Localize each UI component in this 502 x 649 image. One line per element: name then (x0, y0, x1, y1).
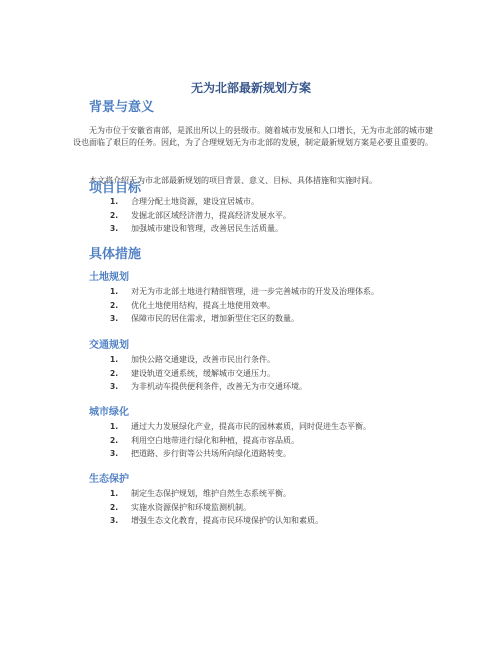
goals-list (0, 195, 502, 236)
list-item: 1. 合理分配土地资源，建设宜居城市。 (110, 197, 259, 206)
urban-greening-list (0, 420, 502, 461)
heading-measures: 具体措施 (89, 247, 142, 262)
list-item: 1. 制定生态保护规划，维护自然生态系统平衡。 (110, 489, 291, 498)
list-item: 1. 通过大力发展绿化产业，提高市民的园林素质，同时促进生态平衡。 (110, 422, 371, 431)
list-item: 3. 增强生态文化教育，提高市民环境保护的认知和素质。 (110, 516, 323, 525)
heading-urban-greening: 城市绿化 (89, 407, 129, 418)
list-item: 3. 把道路、步行街等公共场所向绿化道路转变。 (110, 449, 291, 458)
heading-ecological-protection: 生态保护 (89, 474, 129, 485)
ecological-protection-list (0, 487, 502, 528)
list-item: 1. 加快公路交通建设，改善市民出行条件。 (110, 355, 275, 364)
background-paragraph-1: 无为市位于安徽省南部，是派出所以上的县级市。随着城市发展和人口增长，无为市北部的城市建设也面临了艰巨的任务。因此，为了合理规划无为市北部的发展，制定最新规划方案是必要且重要的。 (73, 126, 433, 147)
list-item: 3. 保障市民的居住需求，增加新型住宅区的数量。 (110, 314, 299, 323)
transport-planning-list (0, 353, 502, 394)
list-item: 2. 利用空白地带进行绿化和种植，提高市容品质。 (110, 435, 299, 445)
list-item: 2. 发掘北部区域经济潜力，提高经济发展水平。 (110, 210, 291, 220)
background-paragraph-2: 本文将介绍无为市北部最新规划的项目背景、意义、目标、具体措施和实施时间。 (89, 176, 377, 185)
heading-background: 背景与意义 (89, 100, 155, 115)
list-item: 3. 加强城市建设和管理，改善居民生活质量。 (110, 224, 283, 233)
land-planning-list (0, 285, 502, 326)
document-title: 无为北部最新规划方案 (190, 81, 311, 95)
list-item: 2. 建设轨道交通系统，缓解城市交通压力。 (110, 368, 275, 378)
list-item: 2. 优化土地使用结构，提高土地使用效率。 (110, 300, 275, 310)
list-item: 2. 实施水资源保护和环境监测机制。 (110, 502, 251, 512)
heading-land-planning: 土地规划 (89, 272, 129, 283)
list-item: 1. 对无为市北部土地进行精细管理，进一步完善城市的开发及治理体系。 (110, 287, 379, 296)
list-item: 3. 为非机动车提供便利条件，改善无为市交通环境。 (110, 382, 307, 391)
heading-goals: 项目目标 (89, 181, 142, 196)
heading-transport-planning: 交通规划 (89, 340, 129, 351)
